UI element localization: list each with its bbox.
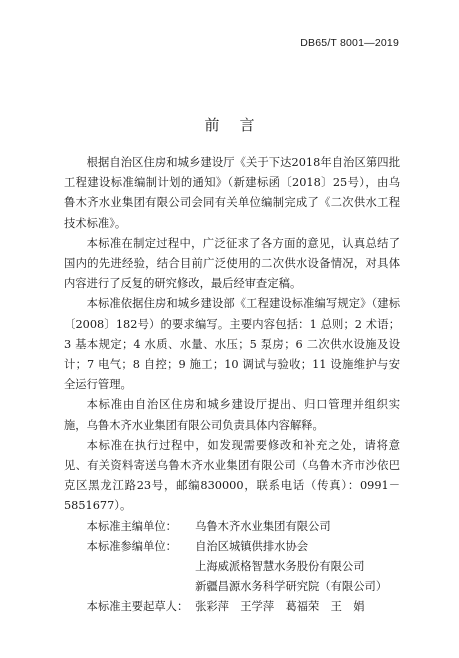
chief-editor-label: 本标准主编单位： xyxy=(86,519,177,533)
paragraph-management: 本标准由自治区住房和城乡建设厅提出、归口管理并组织实施，乌鲁木齐水业集团有限公司负责具体内容解释。 xyxy=(64,398,400,432)
participants-list xyxy=(195,537,387,598)
paragraph-feedback: 本标准在执行过程中，如发现需要修改和补充之处，请将意见、有关资料寄送乌鲁木齐水业集团有限公司（乌鲁木齐市沙依巴克区黑龙江路23号，邮编830000，联系电话（传真）：0991－5851677）。 xyxy=(64,438,400,513)
participants-entry xyxy=(64,537,400,598)
paragraph-contents: 本标准依据住房和城乡建设部《工程建设标准编写规定》（建标〔2008〕182号）的要求编写。主要内容包括：1 总则；2 术语；3 基本规定；4 水质、水量、水压；5 泵房；6 二次供水设施及设计；7 电气；8 自控；9 施工；10 调试与验收；11 设施维护与安全运行管理。 xyxy=(64,297,400,392)
page-title: 前言 xyxy=(204,116,275,134)
chief-editor-entry xyxy=(64,517,400,537)
drafters-value: 张彩萍 王学萍 葛福荣 王 娟 xyxy=(195,600,365,614)
participants-label: 本标准参编单位： xyxy=(86,539,177,553)
chief-editor-value: 乌鲁木齐水业集团有限公司 xyxy=(195,519,331,533)
paragraph-background: 根据自治区住房和城乡建设厅《关于下达2018年自治区第四批工程建设标准编制计划的通知》（新建标函〔2018〕25号），由乌鲁木齐水业集团有限公司会同有关单位编制完成了《二次供水工程技术标准》。 xyxy=(64,156,400,230)
drafters-label: 本标准主要起草人： xyxy=(86,600,189,614)
participant-item: 上海威派格智慧水务股份有限公司 xyxy=(195,560,365,574)
document-body xyxy=(64,153,400,618)
paragraph-process: 本标准在制定过程中，广泛征求了各方面的意见，认真总结了国内的先进经验，结合目前广泛使用的二次供水设备情况，对具体内容进行了反复的研究修改，最后经审查定稿。 xyxy=(64,236,400,291)
standard-number: DB65/T 8001—2019 xyxy=(300,37,399,49)
participant-item: 新疆昌源水务科学研究院（有限公司） xyxy=(195,580,388,594)
participant-item: 自治区城镇供排水协会 xyxy=(195,539,309,553)
drafters-entry xyxy=(64,597,400,617)
